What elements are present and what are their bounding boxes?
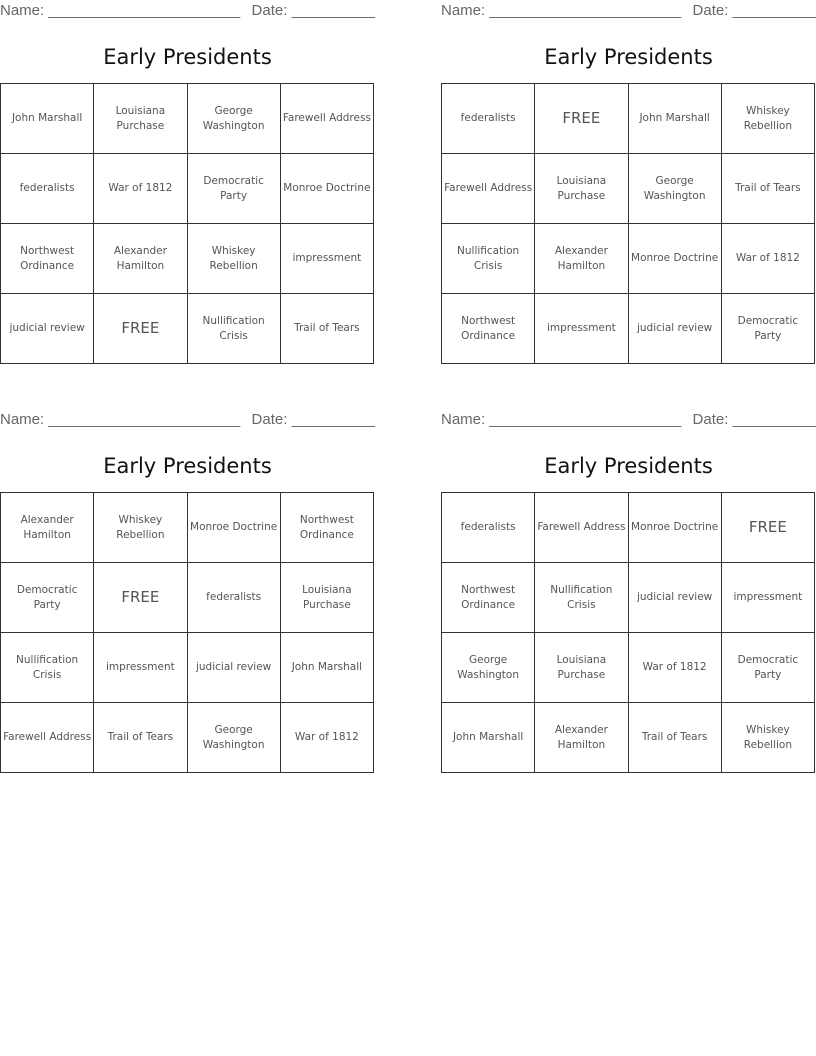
bingo-cell: federalists bbox=[442, 84, 535, 154]
bingo-cell: judicial review bbox=[628, 294, 721, 364]
bingo-cell: impressment bbox=[94, 633, 187, 703]
bingo-cell: Louisiana Purchase bbox=[535, 633, 628, 703]
bingo-cell: Nullification Crisis bbox=[187, 294, 280, 364]
bingo-cell: Farewell Address bbox=[535, 493, 628, 563]
bingo-cell: federalists bbox=[187, 563, 280, 633]
free-space: FREE bbox=[535, 84, 628, 154]
name-field: Name: _______________________ bbox=[441, 2, 682, 19]
bingo-cell: War of 1812 bbox=[628, 633, 721, 703]
bingo-grid bbox=[441, 83, 815, 364]
bingo-cell: Alexander Hamilton bbox=[1, 493, 94, 563]
card-title: Early Presidents bbox=[544, 454, 713, 478]
bingo-cell: War of 1812 bbox=[280, 703, 373, 773]
bingo-cell: impressment bbox=[535, 294, 628, 364]
bingo-row bbox=[442, 493, 815, 563]
date-field: Date: __________ bbox=[692, 2, 816, 19]
bingo-cell: Northwest Ordinance bbox=[1, 224, 94, 294]
bingo-cell: Northwest Ordinance bbox=[442, 563, 535, 633]
card-title: Early Presidents bbox=[103, 45, 272, 69]
name-field: Name: _______________________ bbox=[0, 2, 241, 19]
card-header bbox=[441, 409, 816, 431]
bingo-cell: Louisiana Purchase bbox=[535, 154, 628, 224]
card-title: Early Presidents bbox=[544, 45, 713, 69]
date-field: Date: __________ bbox=[251, 411, 375, 428]
bingo-row bbox=[442, 84, 815, 154]
bingo-cell: Monroe Doctrine bbox=[628, 224, 721, 294]
bingo-cell: Nullification Crisis bbox=[1, 633, 94, 703]
bingo-cell: John Marshall bbox=[442, 703, 535, 773]
bingo-cell: Democratic Party bbox=[1, 563, 94, 633]
bingo-cell: judicial review bbox=[628, 563, 721, 633]
card-title: Early Presidents bbox=[103, 454, 272, 478]
bingo-row bbox=[442, 563, 815, 633]
bingo-grid bbox=[441, 492, 815, 773]
free-space: FREE bbox=[94, 563, 187, 633]
bingo-row bbox=[442, 633, 815, 703]
bingo-row bbox=[442, 154, 815, 224]
bingo-row bbox=[1, 633, 374, 703]
bingo-row bbox=[442, 703, 815, 773]
bingo-cell: Democratic Party bbox=[187, 154, 280, 224]
bingo-cell: George Washington bbox=[442, 633, 535, 703]
bingo-grid bbox=[0, 83, 374, 364]
card-header bbox=[0, 409, 375, 431]
bingo-cell: Whiskey Rebellion bbox=[187, 224, 280, 294]
bingo-cell: Monroe Doctrine bbox=[187, 493, 280, 563]
bingo-cell: Farewell Address bbox=[1, 703, 94, 773]
bingo-cell: judicial review bbox=[187, 633, 280, 703]
bingo-cell: Louisiana Purchase bbox=[280, 563, 373, 633]
bingo-row bbox=[442, 294, 815, 364]
bingo-cell: judicial review bbox=[1, 294, 94, 364]
bingo-cell: federalists bbox=[442, 493, 535, 563]
bingo-grid bbox=[0, 492, 374, 773]
bingo-row bbox=[1, 154, 374, 224]
bingo-row bbox=[442, 224, 815, 294]
bingo-cell: War of 1812 bbox=[721, 224, 814, 294]
bingo-cell: War of 1812 bbox=[94, 154, 187, 224]
bingo-cell: George Washington bbox=[187, 84, 280, 154]
bingo-cell: federalists bbox=[1, 154, 94, 224]
date-field: Date: __________ bbox=[692, 411, 816, 428]
bingo-row bbox=[1, 703, 374, 773]
free-space: FREE bbox=[721, 493, 814, 563]
bingo-card bbox=[441, 0, 816, 342]
name-field: Name: _______________________ bbox=[441, 411, 682, 428]
bingo-cell: Whiskey Rebellion bbox=[721, 703, 814, 773]
card-header bbox=[0, 0, 375, 22]
name-field: Name: _______________________ bbox=[0, 411, 241, 428]
bingo-cell: George Washington bbox=[187, 703, 280, 773]
bingo-cell: Whiskey Rebellion bbox=[94, 493, 187, 563]
bingo-cell: Monroe Doctrine bbox=[280, 154, 373, 224]
bingo-cell: Alexander Hamilton bbox=[94, 224, 187, 294]
bingo-cell: Trail of Tears bbox=[628, 703, 721, 773]
bingo-cell: Whiskey Rebellion bbox=[721, 84, 814, 154]
free-space: FREE bbox=[94, 294, 187, 364]
bingo-cell: Alexander Hamilton bbox=[535, 703, 628, 773]
card-header bbox=[441, 0, 816, 22]
bingo-cell: Farewell Address bbox=[442, 154, 535, 224]
bingo-cell: Democratic Party bbox=[721, 633, 814, 703]
bingo-cell: John Marshall bbox=[628, 84, 721, 154]
bingo-cell: Northwest Ordinance bbox=[280, 493, 373, 563]
bingo-cell: John Marshall bbox=[1, 84, 94, 154]
bingo-cell: Nullification Crisis bbox=[442, 224, 535, 294]
bingo-cell: impressment bbox=[280, 224, 373, 294]
bingo-cell: Monroe Doctrine bbox=[628, 493, 721, 563]
date-field: Date: __________ bbox=[251, 2, 375, 19]
bingo-cell: John Marshall bbox=[280, 633, 373, 703]
bingo-card bbox=[0, 0, 375, 342]
bingo-cell: Farewell Address bbox=[280, 84, 373, 154]
bingo-row bbox=[1, 84, 374, 154]
bingo-card bbox=[0, 409, 375, 751]
bingo-row bbox=[1, 224, 374, 294]
bingo-card bbox=[441, 409, 816, 751]
bingo-cell: George Washington bbox=[628, 154, 721, 224]
bingo-cell: Trail of Tears bbox=[280, 294, 373, 364]
bingo-row bbox=[1, 563, 374, 633]
bingo-row bbox=[1, 493, 374, 563]
bingo-cell: Northwest Ordinance bbox=[442, 294, 535, 364]
bingo-cell: Nullification Crisis bbox=[535, 563, 628, 633]
bingo-cell: Louisiana Purchase bbox=[94, 84, 187, 154]
bingo-cell: Alexander Hamilton bbox=[535, 224, 628, 294]
bingo-cell: Trail of Tears bbox=[94, 703, 187, 773]
bingo-cell: Democratic Party bbox=[721, 294, 814, 364]
bingo-cell: Trail of Tears bbox=[721, 154, 814, 224]
bingo-cell: impressment bbox=[721, 563, 814, 633]
bingo-row bbox=[1, 294, 374, 364]
